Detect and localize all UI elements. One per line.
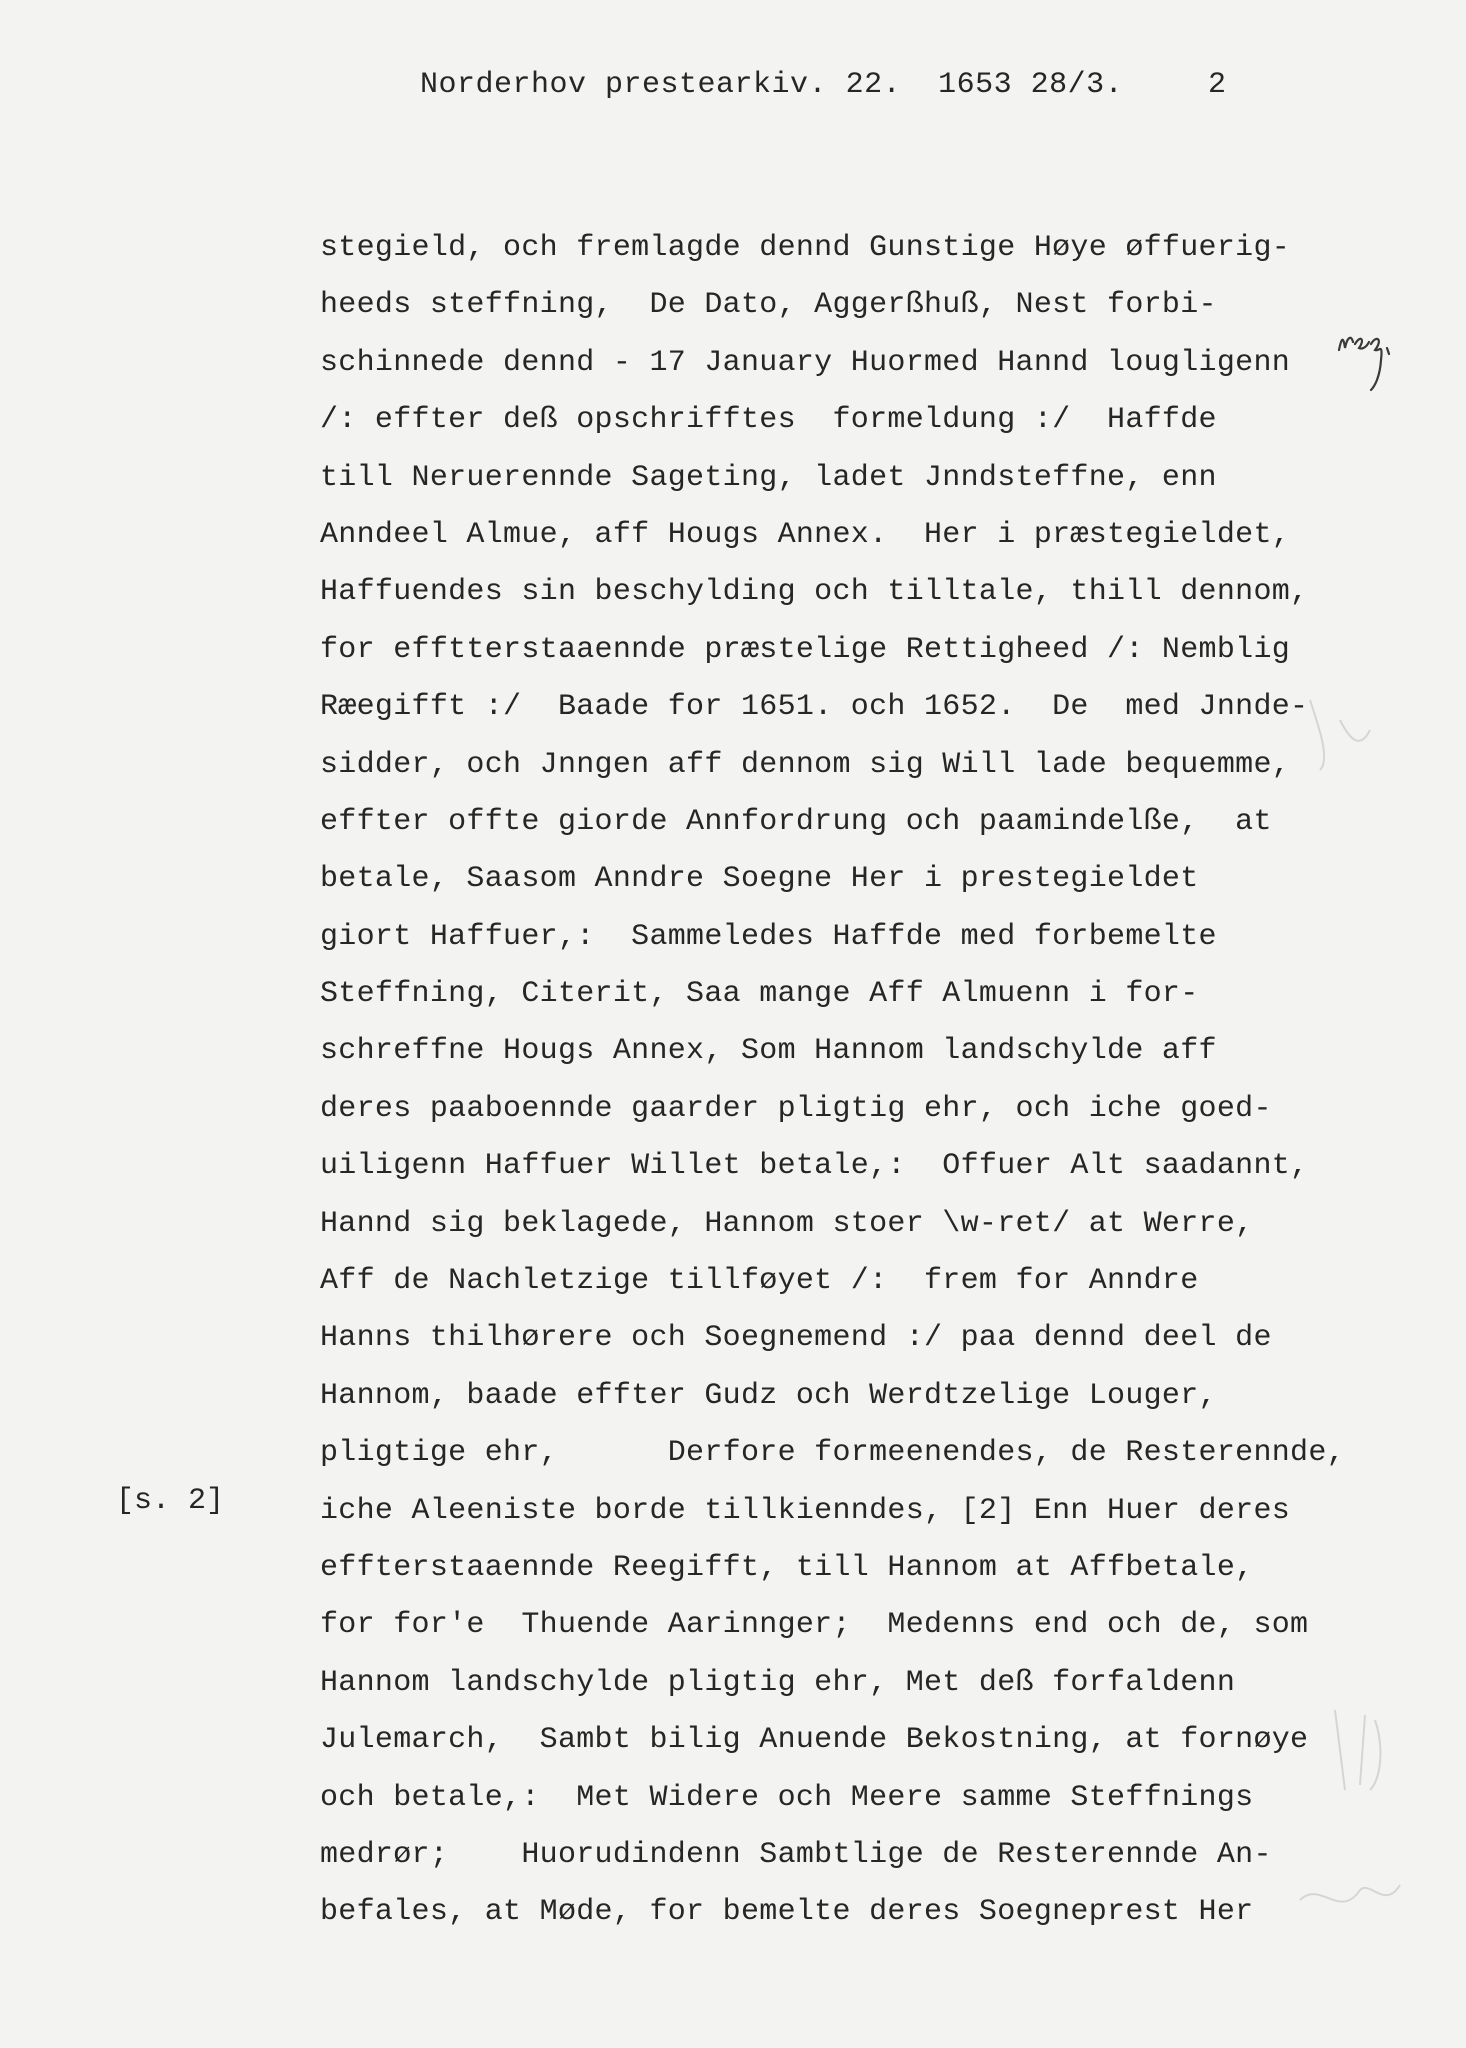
document-body <box>320 220 1345 1942</box>
page-number: 2 <box>1208 68 1227 102</box>
text-line: pligtige ehr, Derfore formeenendes, de Resterennde, <box>320 1436 1345 1471</box>
text-line: betale, Saasom Anndre Soegne Her i prestegieldet <box>320 862 1199 897</box>
text-line: Steffning, Citerit, Saa mange Aff Almuenn i for- <box>320 977 1199 1012</box>
text-line: medrør; Huorudindenn Sambtlige de Resterennde An- <box>320 1837 1272 1872</box>
archive-header: Norderhov prestearkiv. 22. 1653 28/3. <box>420 68 1124 102</box>
text-line: /: effter deß opschrifftes formeldung :/ Haffde <box>320 403 1217 438</box>
text-line: effter offte giorde Annfordrung och paamindelße, at <box>320 804 1272 839</box>
text-line: schreffne Hougs Annex, Som Hannom landschylde aff <box>320 1034 1217 1069</box>
text-line: Anndeel Almue, aff Hougs Annex. Her i præstegieldet, <box>320 517 1291 552</box>
text-line: och betale,: Met Widere och Meere samme Steffnings <box>320 1780 1254 1815</box>
text-line: sidder, och Jnngen aff dennom sig Will lade bequemme, <box>320 747 1291 782</box>
text-line: Haffuendes sin beschylding och tilltale, thill dennom, <box>320 575 1309 610</box>
text-line: heeds steffning, De Dato, Aggerßhuß, Nest forbi- <box>320 288 1217 323</box>
text-line: effterstaaennde Reegifft, till Hannom at Affbetale, <box>320 1550 1254 1585</box>
text-line: stegield, och fremlagde dennd Gunstige Høye øffuerig- <box>320 231 1291 265</box>
text-line: Aff de Nachletzige tillføyet /: frem for Anndre <box>320 1264 1199 1299</box>
text-line: deres paaboennde gaarder pligtig ehr, och iche goed- <box>320 1091 1272 1126</box>
handwritten-reg-annotation <box>1335 320 1395 410</box>
text-line: Hannom landschylde pligtig ehr, Met deß forfaldenn <box>320 1665 1236 1700</box>
text-line: for efftterstaaennde præstelige Rettigheed /: Nemblig <box>320 632 1291 667</box>
text-line: befales, at Møde, for bemelte deres Soegneprest Her <box>320 1895 1254 1930</box>
text-line: giort Haffuer,: Sammeledes Haffde med forbemelte <box>320 919 1217 954</box>
margin-page-reference: [s. 2] <box>116 1484 225 1518</box>
text-line: Hanns thilhørere och Soegnemend :/ paa dennd deel de <box>320 1321 1272 1356</box>
text-line: uiligenn Haffuer Willet betale,: Offuer Alt saadannt, <box>320 1149 1309 1184</box>
text-line: Hannd sig beklagede, Hannom stoer \w-ret/ at Werre, <box>320 1206 1254 1241</box>
text-line: Ræegifft :/ Baade for 1651. och 1652. De med Jnnde- <box>320 690 1309 725</box>
text-line: for for'e Thuende Aarinnger; Medenns end och de, som <box>320 1608 1309 1643</box>
text-line: schinnede dennd - 17 January Huormed Hannd lougligenn <box>320 345 1291 380</box>
text-line: iche Aleeniste borde tillkienndes, [2] Enn Huer deres <box>320 1493 1291 1528</box>
text-line: Julemarch, Sambt bilig Anuende Bekostning, at fornøye <box>320 1723 1309 1758</box>
text-line: Hannom, baade effter Gudz och Werdtzelige Louger, <box>320 1378 1217 1413</box>
text-line: till Neruerennde Sageting, ladet Jnndsteffne, enn <box>320 460 1217 495</box>
